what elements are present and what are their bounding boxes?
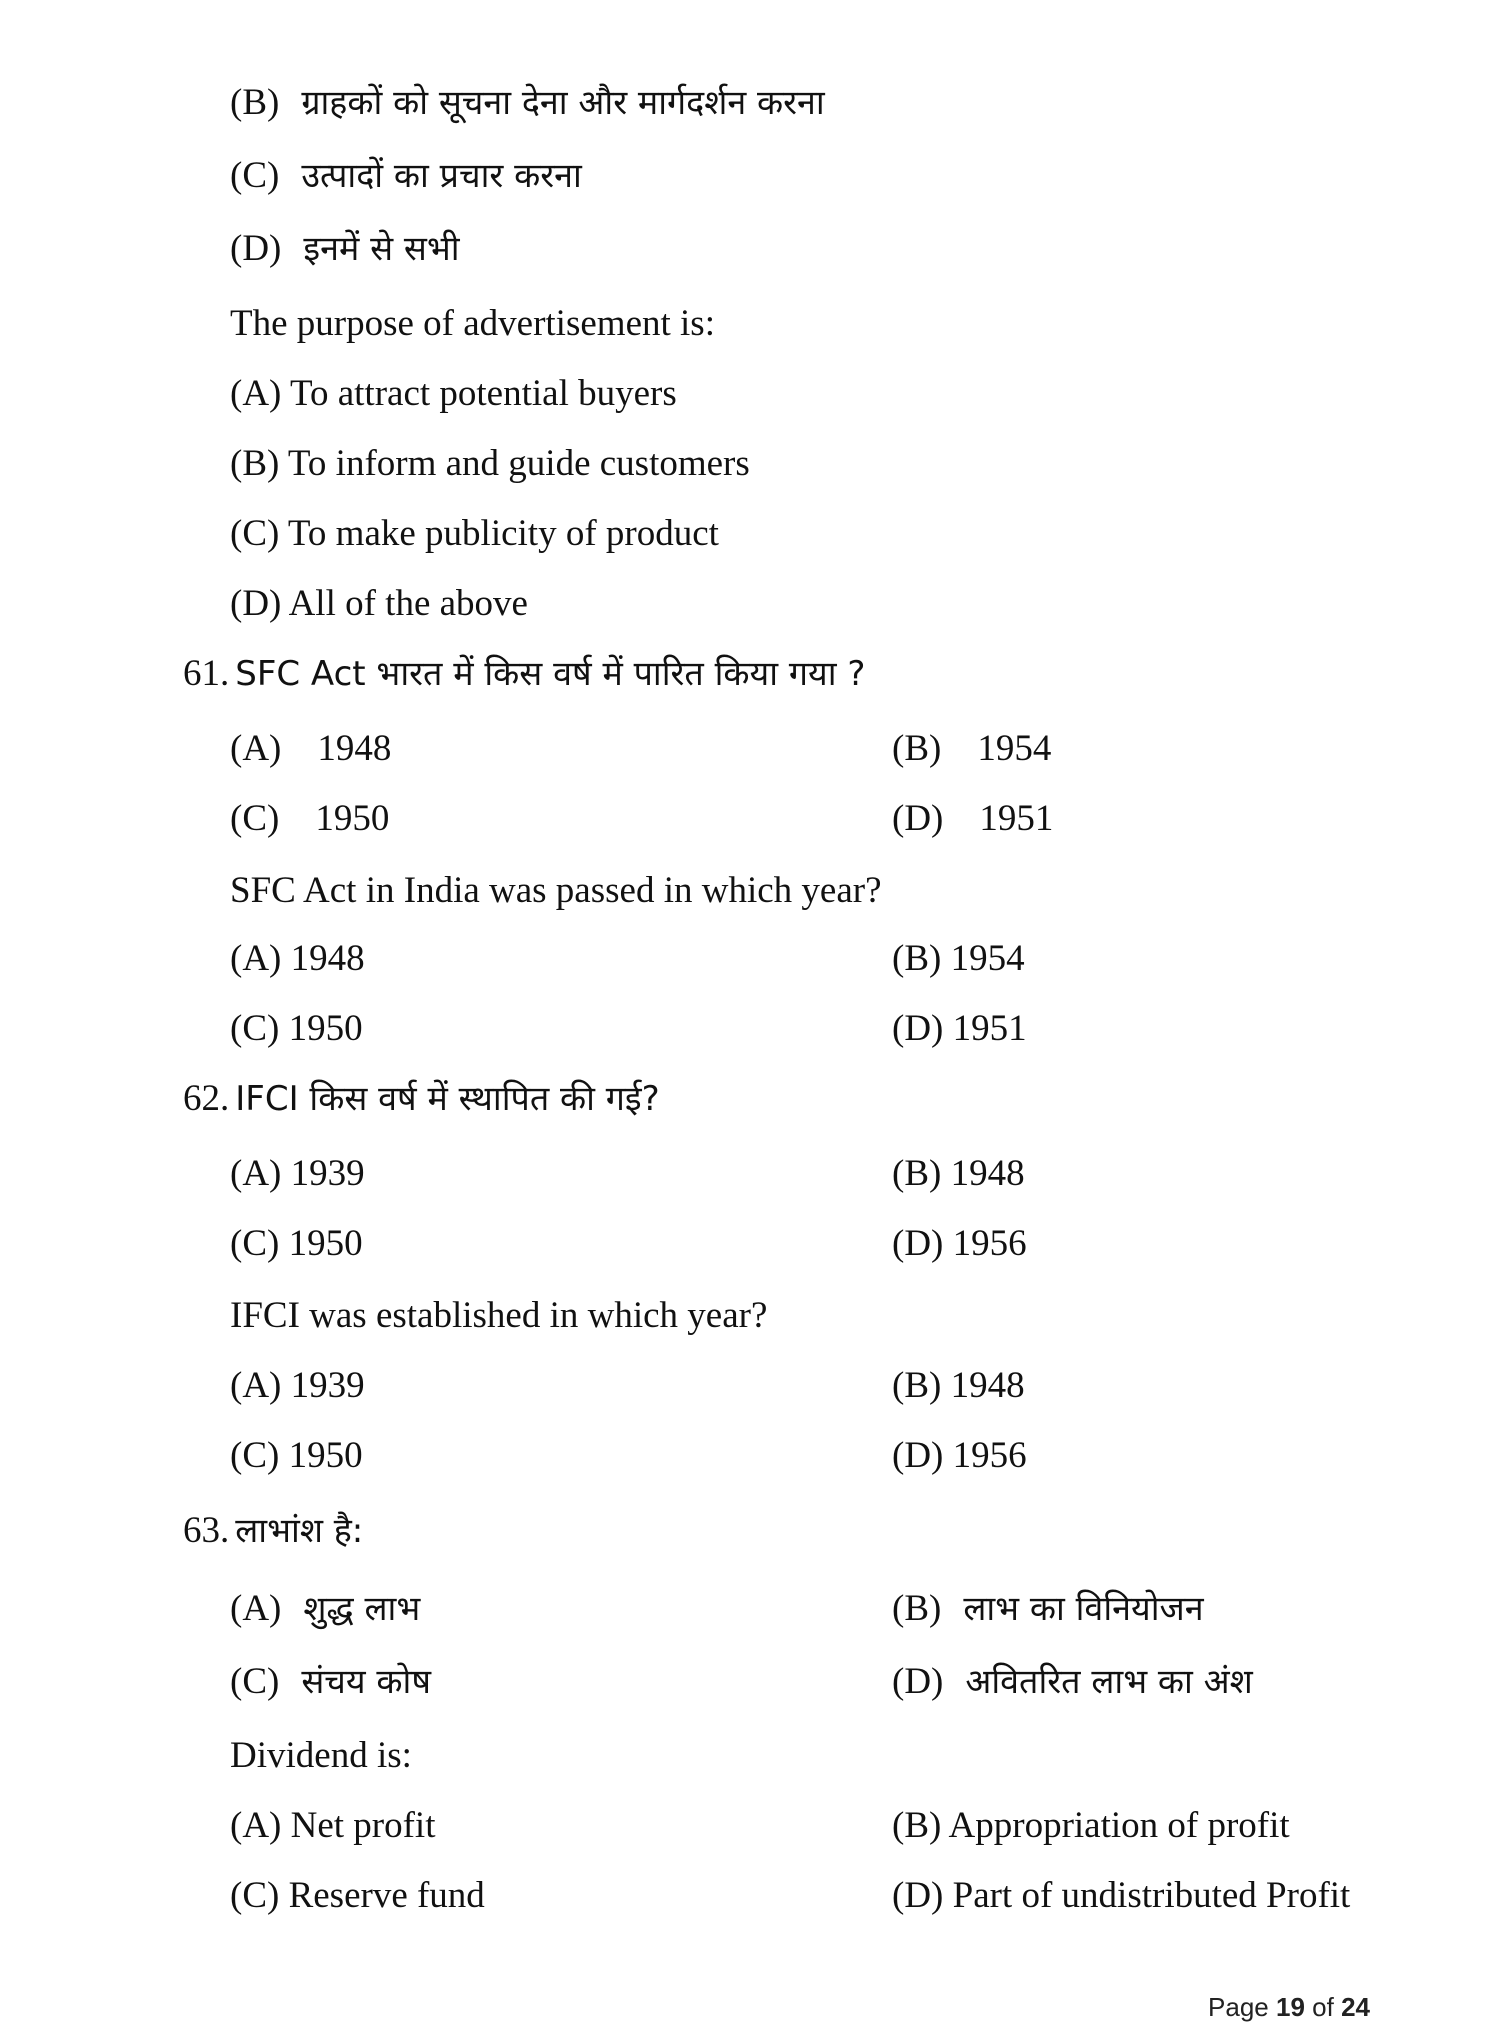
q63-en-option-a: (A) Net profit (230, 1805, 436, 1846)
page-word: Page (1208, 1992, 1269, 2022)
q63-hi-question (183, 1512, 363, 1549)
q61-hi-option-d: (D) 1951 (892, 798, 1054, 839)
option-text: ग्राहकों को सूचना देना और मार्गदर्शन करना (301, 83, 825, 123)
page-footer (1208, 1992, 1370, 2023)
q62-en-option-b: (B) 1948 (892, 1365, 1025, 1406)
q60-hi-option-d (230, 230, 460, 267)
q63-en-question: Dividend is: (230, 1735, 412, 1776)
of-word: of (1312, 1992, 1334, 2022)
q60-en-option-b: (B) To inform and guide customers (230, 443, 750, 484)
q60-en-option-d: (D) All of the above (230, 583, 528, 624)
q62-hi-option-b: (B) 1948 (892, 1153, 1025, 1194)
q62-en-option-d: (D) 1956 (892, 1435, 1027, 1476)
question-text: लाभांश है: (235, 1511, 364, 1551)
q61-en-question: SFC Act in India was passed in which year? (230, 870, 882, 911)
q62-hi-option-c: (C) 1950 (230, 1223, 363, 1264)
q61-en-option-a: (A) 1948 (230, 938, 365, 979)
q63-hi-option-a: (A) शुद्ध लाभ (230, 1588, 421, 1629)
question-number: 63. (183, 1510, 230, 1551)
q60-en-option-c: (C) To make publicity of product (230, 513, 719, 554)
q62-hi-question (183, 1080, 660, 1117)
option-label: (C) (230, 155, 280, 196)
q63-hi-option-b: (B) लाभ का विनियोजन (892, 1588, 1204, 1629)
q63-en-option-d: (D) Part of undistributed Profit (892, 1875, 1351, 1916)
q61-en-option-b: (B) 1954 (892, 938, 1025, 979)
q61-en-option-d: (D) 1951 (892, 1008, 1027, 1049)
question-text: SFC Act भारत में किस वर्ष में पारित किया गया ? (235, 654, 866, 694)
q61-hi-option-a: (A) 1948 (230, 728, 392, 769)
q62-hi-option-a: (A) 1939 (230, 1153, 365, 1194)
q61-en-option-c: (C) 1950 (230, 1008, 363, 1049)
q62-en-option-c: (C) 1950 (230, 1435, 363, 1476)
q61-hi-option-b: (B) 1954 (892, 728, 1052, 769)
total-pages-number: 24 (1341, 1992, 1370, 2022)
q62-en-option-a: (A) 1939 (230, 1365, 365, 1406)
question-text: IFCI किस वर्ष में स्थापित की गई? (235, 1079, 660, 1119)
question-number: 61. (183, 653, 230, 694)
option-text: इनमें से सभी (303, 229, 460, 269)
question-number: 62. (183, 1078, 230, 1119)
option-label: (D) (230, 228, 282, 269)
q60-en-question: The purpose of advertisement is: (230, 303, 715, 344)
q61-hi-question (183, 655, 865, 692)
q63-en-option-c: (C) Reserve fund (230, 1875, 485, 1916)
q60-en-option-a: (A) To attract potential buyers (230, 373, 677, 414)
q62-hi-option-d: (D) 1956 (892, 1223, 1027, 1264)
option-text: उत्पादों का प्रचार करना (301, 156, 582, 196)
q61-hi-option-c: (C) 1950 (230, 798, 390, 839)
q63-hi-option-c: (C) संचय कोष (230, 1661, 431, 1702)
q60-hi-option-c (230, 157, 582, 194)
q60-hi-option-b (230, 84, 825, 121)
current-page-number: 19 (1276, 1992, 1305, 2022)
q63-en-option-b: (B) Appropriation of profit (892, 1805, 1290, 1846)
option-label: (B) (230, 82, 280, 123)
q63-hi-option-d: (D) अवितरित लाभ का अंश (892, 1661, 1253, 1702)
q62-en-question: IFCI was established in which year? (230, 1295, 768, 1336)
